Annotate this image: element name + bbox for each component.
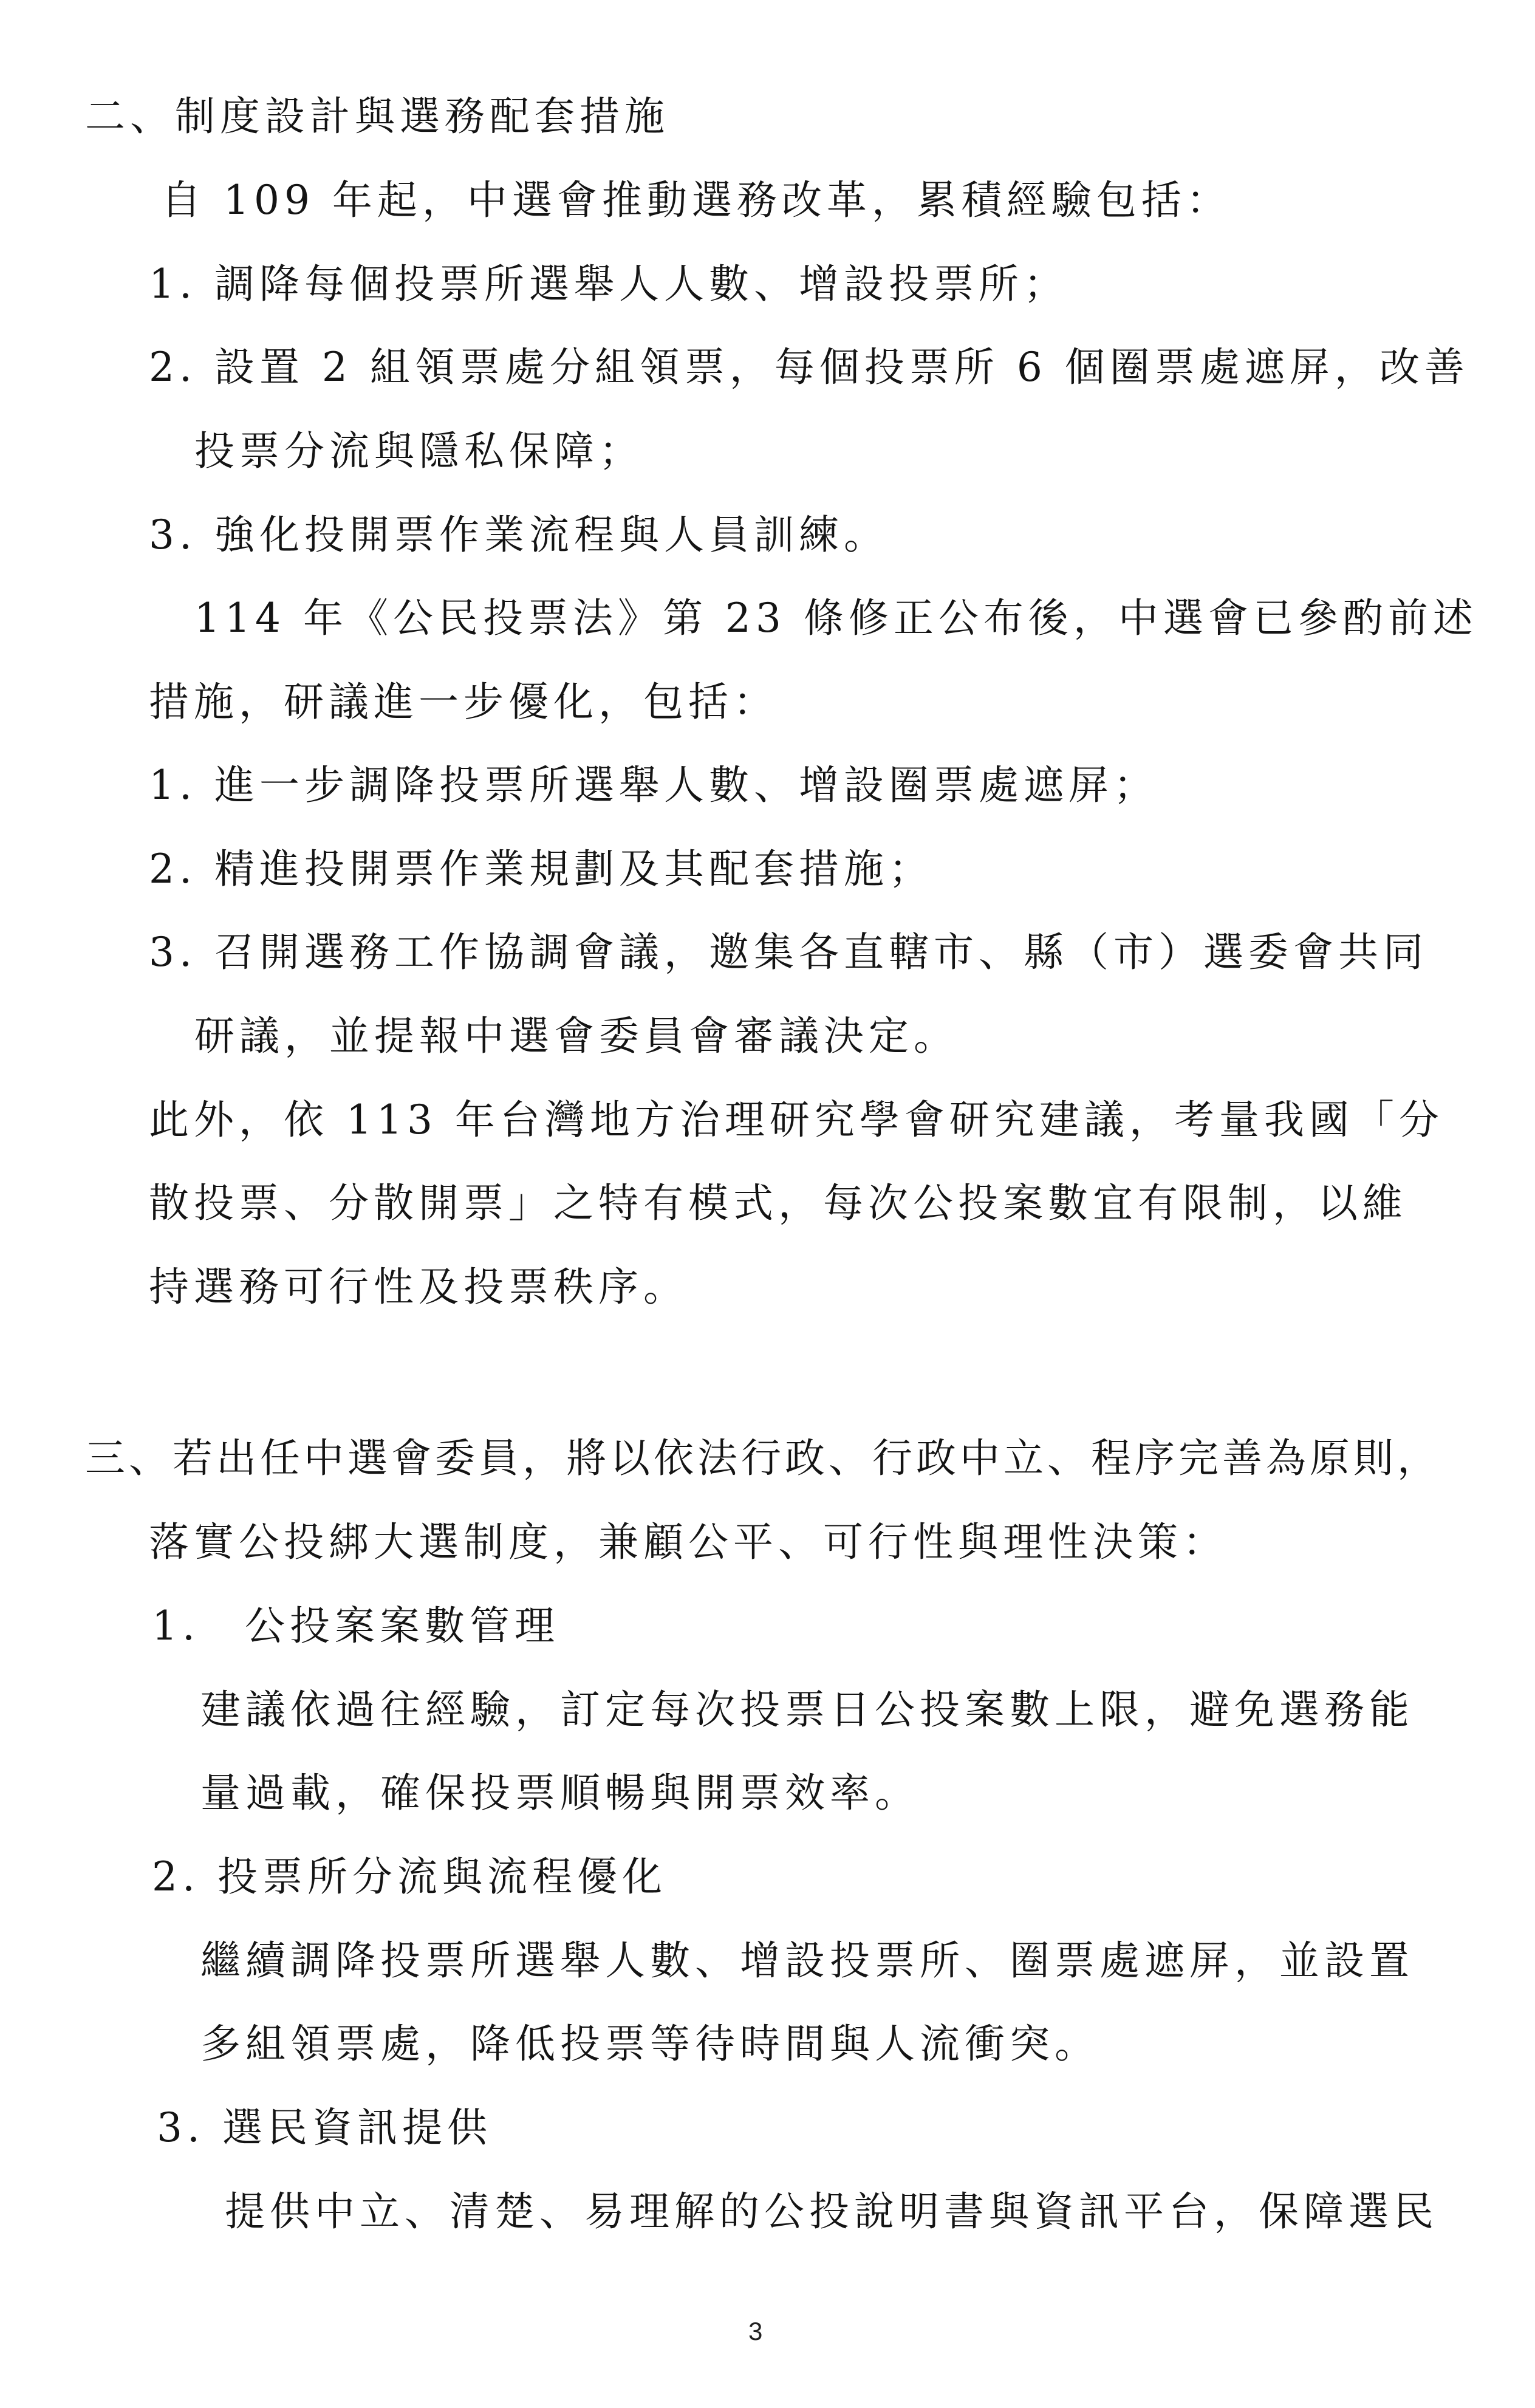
section-2-list2-item-3: 3. 召開選務工作協調會議，邀集各直轄市、縣（市）選委會共同 [149,929,1428,976]
section-3-sub1-title: 1. 公投案案數管理 [152,1602,559,1649]
section-3-heading-line2: 落實公投綁大選制度，兼顧公平、可行性與理性決策： [149,1519,1228,1565]
section-2-heading: 二、制度設計與選務配套措施 [85,93,669,140]
section-3-sub1-body-line1: 建議依過往經驗，訂定每次投票日公投案數上限，避免選務能 [200,1686,1414,1733]
section-2-para3-line3: 持選務可行性及投票秩序。 [149,1264,688,1310]
section-3-sub3-body-line1: 提供中立、清楚、易理解的公投說明書與資訊平台，保障選民 [225,2188,1438,2235]
section-2-list2-item-2: 2. 精進投開票作業規劃及其配套措施； [149,846,934,892]
section-2-para2-line2: 措施，研議進一步優化，包括： [149,679,778,725]
section-3-sub2-body-line2: 多組領票處，降低投票等待時間與人流衝突。 [200,2020,1099,2067]
section-2-item-2-cont: 投票分流與隱私保障； [194,428,644,474]
section-3-sub2-body-line1: 繼續調降投票所選舉人數、增設投票所、圈票處遮屏，並設置 [200,1937,1414,1984]
section-2-item-2: 2. 設置 2 組領票處分組領票，每個投票所 6 個圈票處遮屏，改善 [149,344,1469,391]
section-3-heading-line1: 三、若出任中選會委員，將以依法行政、行政中立、程序完善為原則， [85,1435,1441,1482]
section-2-para3-line2: 散投票、分散開票」之特有模式，每次公投案數宜有限制，以維 [149,1180,1407,1226]
section-3-sub1-body-line2: 量過載，確保投票順暢與開票效率。 [200,1770,920,1816]
section-2-list2-item-3-cont: 研議，並提報中選會委員會審議決定。 [194,1013,959,1059]
section-3-sub2-title: 2. 投票所分流與流程優化 [152,1853,667,1900]
section-2-list2-item-1: 1. 進一步調降投票所選舉人數、增設圈票處遮屏； [149,762,1158,809]
section-2-intro: 自 109 年起，中選會推動選務改革，累積經驗包括： [161,177,1231,224]
page-number: 3 [748,2317,763,2345]
section-3-sub3-title: 3. 選民資訊提供 [157,2104,492,2151]
section-2-para2-line1: 114 年《公民投票法》第 23 條修正公布後，中選會已參酌前述 [194,595,1478,641]
section-2-item-3: 3. 強化投開票作業流程與人員訓練。 [149,511,889,558]
section-2-item-1: 1. 調降每個投票所選舉人人數、增設投票所； [149,261,1068,307]
section-2-para3-line1: 此外，依 113 年台灣地方治理研究學會研究建議，考量我國「分 [149,1096,1444,1143]
